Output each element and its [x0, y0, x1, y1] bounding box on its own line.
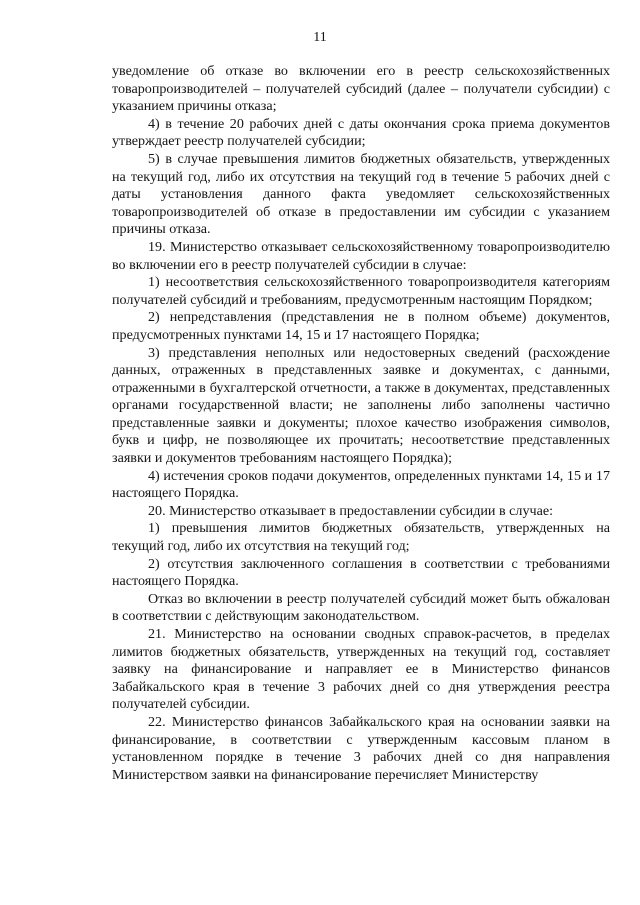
paragraph: 22. Министерство финансов Забайкальского края на основании заявки на финансирование, в соответствии с утвержденным кассовым планом в установленном порядке в течение 3 рабочих дней со дня направления Министерством заявки на финансирование перечисляет Министерству [112, 713, 610, 783]
paragraph: 4) истечения сроков подачи документов, определенных пунктами 14, 15 и 17 настоящего Порядка. [112, 467, 610, 502]
paragraph: Отказ во включении в реестр получателей субсидий может быть обжалован в соответствии с действующим законодательством. [112, 590, 610, 625]
paragraph: 3) представления неполных или недостоверных сведений (расхождение данных, отраженных в представленных заявке и документах, с данными, отраженными в бухгалтерской отчетности, а также в документах, представленных органами государственной власти; не заполнены либо заполнены частично представленные заявки и документы; плохое качество изображения символов, букв и цифр, не позволяющее их прочитать; несоответствие представленных заявки и документов требованиям настоящего Порядка); [112, 344, 610, 467]
paragraph: 20. Министерство отказывает в предоставлении субсидии в случае: [148, 502, 554, 519]
paragraph: 1) несоответствия сельскохозяйственного товаропроизводителя категориям получателей субсидий и требованиям, предусмотренным настоящим Порядком; [112, 274, 610, 308]
page-number: 11 [313, 30, 327, 45]
paragraph: 4) в течение 20 рабочих дней с даты окончания срока приема документов утверждает реестр получателей субсидии; [112, 115, 610, 150]
paragraph: 5) в случае превышения лимитов бюджетных обязательств, утвержденных на текущий год, либо их отсутствия на текущий год в течение 5 рабочих дней с даты установления данного факта уведомляет сельскохозяйственных товаропроизводителей об отказе в предоставлении им субсидии с указанием причины отказа. [112, 150, 610, 238]
paragraph: 2) непредставления (представления не в полном объеме) документов, предусмотренных пунктами 14, 15 и 17 настоящего Порядка; [112, 309, 610, 343]
paragraph: уведомление об отказе во включении его в реестр сельскохозяйственных товаропроизводителей – получателей субсидий (далее – получатели субсидии) с указанием причины отказа; [112, 63, 610, 115]
paragraph: 19. Министерство отказывает сельскохозяйственному товаропроизводителю во включении его в реестр получателей субсидии в случае: [112, 238, 610, 273]
paragraph: 21. Министерство на основании сводных справок-расчетов, в пределах лимитов бюджетных обязательств, утвержденных на текущий год, составляет заявку на финансирование и направляет ее в Министерство финансов Забайкальского края в течение 3 рабочих дней со дня утверждения реестра получателей субсидии. [112, 626, 610, 713]
paragraph: 2) отсутствия заключенного соглашения в соответствии с требованиями настоящего Порядка. [112, 555, 610, 590]
document-body [112, 63, 610, 784]
paragraph: 1) превышения лимитов бюджетных обязательств, утвержденных на текущий год, либо их отсутствия на текущий год; [112, 520, 610, 555]
